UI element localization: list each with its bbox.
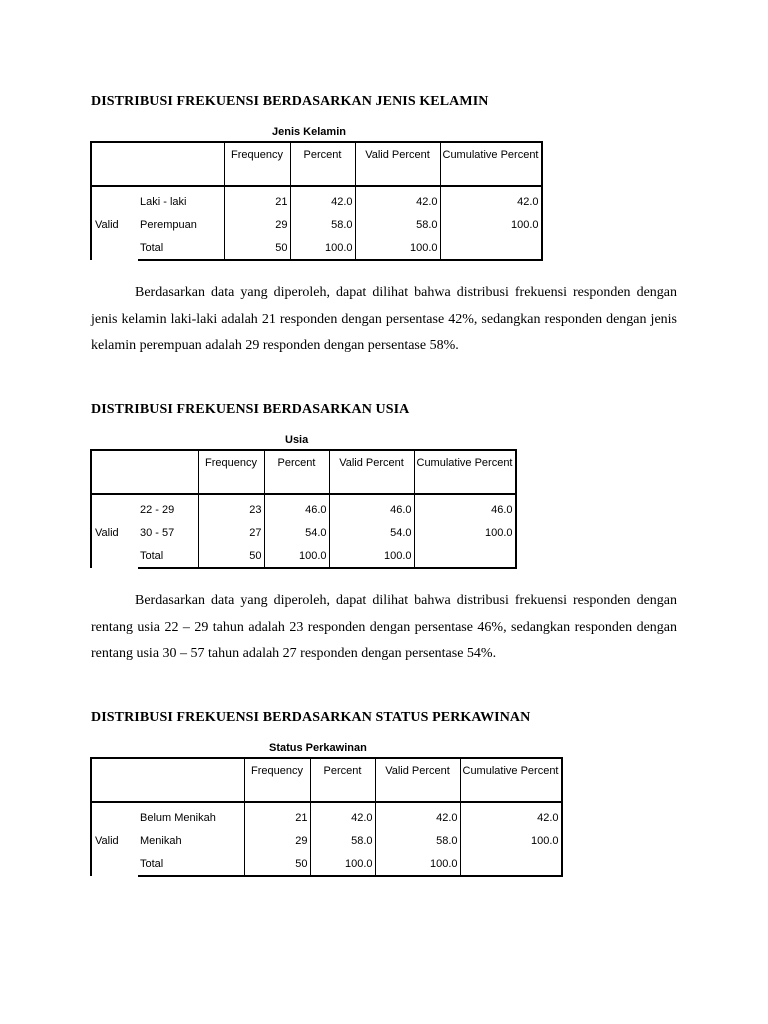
frequency-table-jenis-kelamin (90, 141, 543, 261)
header-valid-percent: Valid Percent (329, 450, 414, 494)
cell-percent: 58.0 (290, 213, 355, 236)
cell-valid-percent: 42.0 (375, 802, 460, 829)
cell-frequency: 50 (198, 544, 264, 568)
cell-percent: 42.0 (290, 186, 355, 213)
valid-group-label: Valid (91, 186, 138, 260)
cell-frequency: 21 (224, 186, 290, 213)
cell-percent: 46.0 (264, 494, 329, 521)
table-row (91, 802, 562, 829)
cell-cumulative-percent (460, 852, 562, 876)
cell-frequency: 50 (244, 852, 310, 876)
paragraph-usia: Berdasarkan data yang diperoleh, dapat dilihat bahwa distribusi frekuensi responden dengan rentang usia 22 – 29 tahun adalah 23 responden dengan persentase 46%, sedangkan responden dengan rentang usia 30 – 57 tahun adalah 27 responden dengan persentase 54%. (91, 593, 677, 661)
valid-group-label: Valid (91, 802, 138, 876)
cell-percent: 100.0 (310, 852, 375, 876)
header-cumulative-percent: Cumulative Percent (440, 142, 542, 186)
row-label: Belum Menikah (138, 802, 244, 829)
cell-valid-percent: 58.0 (355, 213, 440, 236)
cell-percent: 100.0 (264, 544, 329, 568)
header-valid-percent: Valid Percent (375, 758, 460, 802)
table-header-row (91, 142, 542, 186)
table-row (91, 236, 542, 260)
table-caption-jenis-kelamin: Jenis Kelamin (272, 126, 346, 138)
cell-cumulative-percent: 42.0 (460, 802, 562, 829)
table-row (91, 829, 562, 852)
paragraph-jenis-kelamin: Berdasarkan data yang diperoleh, dapat dilihat bahwa distribusi frekuensi responden dengan jenis kelamin laki-laki adalah 21 responden dengan persentase 42%, sedangkan responden dengan jenis kelamin perempuan adalah 29 responden dengan persentase 58%. (91, 285, 677, 353)
header-frequency: Frequency (244, 758, 310, 802)
header-blank-cell (91, 142, 224, 186)
cell-percent: 58.0 (310, 829, 375, 852)
cell-valid-percent: 100.0 (355, 236, 440, 260)
header-frequency: Frequency (198, 450, 264, 494)
cell-cumulative-percent: 100.0 (440, 213, 542, 236)
header-percent: Percent (264, 450, 329, 494)
cell-cumulative-percent: 46.0 (414, 494, 516, 521)
cell-frequency: 29 (244, 829, 310, 852)
cell-cumulative-percent: 42.0 (440, 186, 542, 213)
cell-percent: 54.0 (264, 521, 329, 544)
table-row (91, 544, 516, 568)
cell-valid-percent: 100.0 (329, 544, 414, 568)
cell-valid-percent: 46.0 (329, 494, 414, 521)
table-caption-usia: Usia (285, 434, 309, 446)
section-heading-status-perkawinan: DISTRIBUSI FREKUENSI BERDASARKAN STATUS PERKAWINAN (91, 710, 531, 725)
cell-frequency: 50 (224, 236, 290, 260)
table-row (91, 186, 542, 213)
header-cumulative-percent: Cumulative Percent (414, 450, 516, 494)
table-caption-status-perkawinan: Status Perkawinan (269, 742, 367, 754)
table-header-row (91, 450, 516, 494)
table-row (91, 494, 516, 521)
cell-cumulative-percent: 100.0 (414, 521, 516, 544)
cell-frequency: 29 (224, 213, 290, 236)
cell-percent: 42.0 (310, 802, 375, 829)
row-label: 22 - 29 (138, 494, 198, 521)
cell-frequency: 21 (244, 802, 310, 829)
row-label: Laki - laki (138, 186, 224, 213)
table-header-row (91, 758, 562, 802)
header-cumulative-percent: Cumulative Percent (460, 758, 562, 802)
cell-valid-percent: 58.0 (375, 829, 460, 852)
table-row (91, 521, 516, 544)
header-blank-cell (91, 450, 198, 494)
row-label: Total (138, 852, 244, 876)
cell-cumulative-percent: 100.0 (460, 829, 562, 852)
row-label: 30 - 57 (138, 521, 198, 544)
row-label: Total (138, 544, 198, 568)
cell-percent: 100.0 (290, 236, 355, 260)
cell-frequency: 23 (198, 494, 264, 521)
row-label: Menikah (138, 829, 244, 852)
cell-valid-percent: 54.0 (329, 521, 414, 544)
cell-frequency: 27 (198, 521, 264, 544)
header-percent: Percent (310, 758, 375, 802)
cell-valid-percent: 100.0 (375, 852, 460, 876)
table-row (91, 213, 542, 236)
cell-cumulative-percent (440, 236, 542, 260)
valid-group-label: Valid (91, 494, 138, 568)
header-frequency: Frequency (224, 142, 290, 186)
frequency-table-usia (90, 449, 517, 569)
section-heading-usia: DISTRIBUSI FREKUENSI BERDASARKAN USIA (91, 402, 410, 417)
section-heading-jenis-kelamin: DISTRIBUSI FREKUENSI BERDASARKAN JENIS KELAMIN (91, 94, 489, 109)
table-row (91, 852, 562, 876)
frequency-table-status-perkawinan (90, 757, 563, 877)
header-valid-percent: Valid Percent (355, 142, 440, 186)
header-blank-cell (91, 758, 244, 802)
cell-valid-percent: 42.0 (355, 186, 440, 213)
header-percent: Percent (290, 142, 355, 186)
row-label: Perempuan (138, 213, 224, 236)
cell-cumulative-percent (414, 544, 516, 568)
row-label: Total (138, 236, 224, 260)
